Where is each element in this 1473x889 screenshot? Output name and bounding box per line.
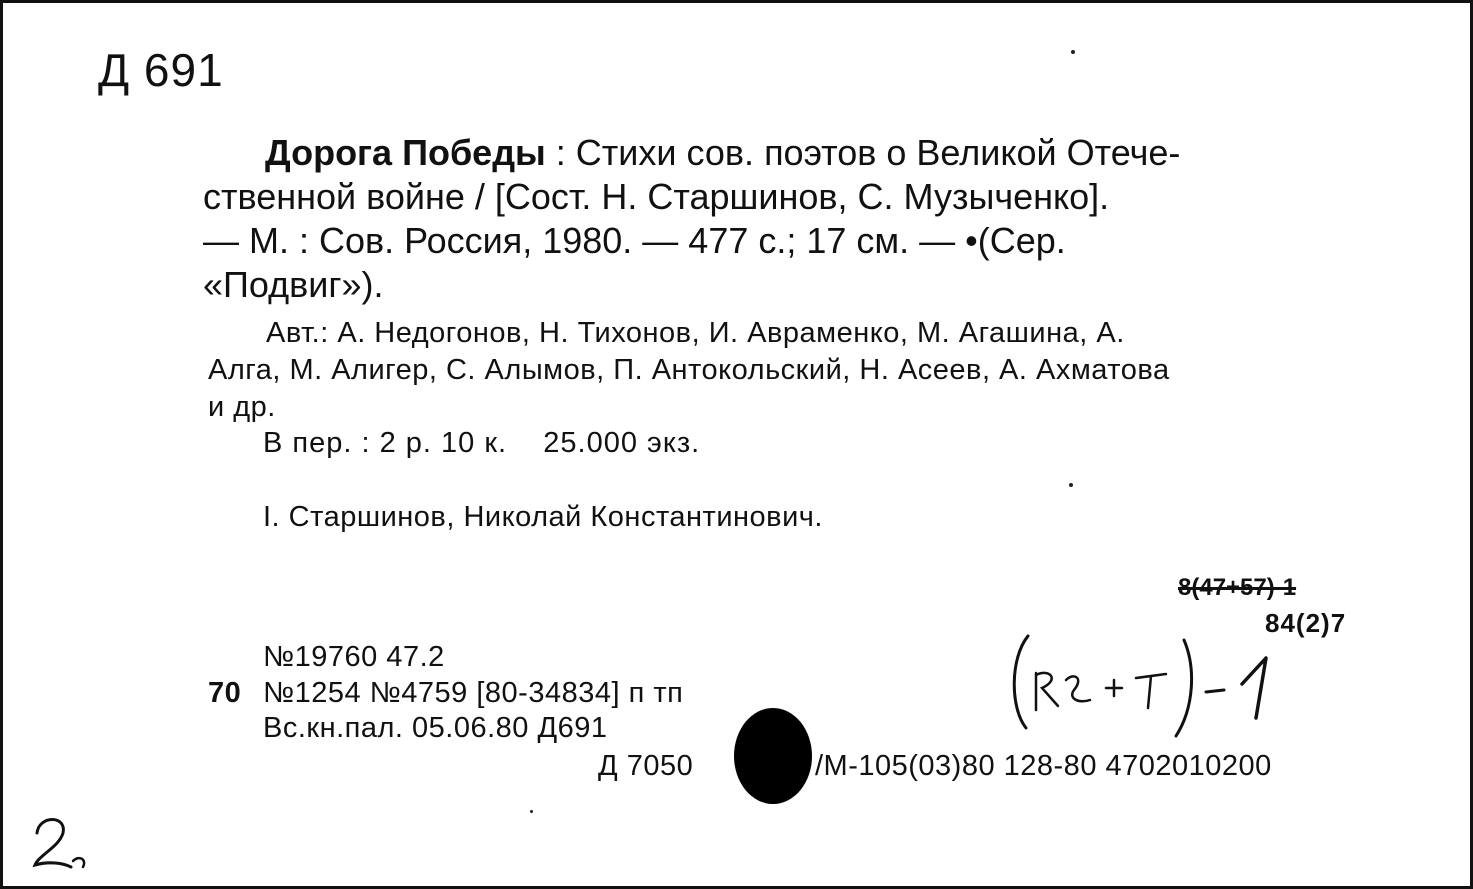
imprint-line-2-prefix: 70 [208, 677, 242, 709]
notes-line-2: Алга, М. Алигер, С. Алымов, П. Антокольский, Н. Асеев, А. Ахматова [208, 354, 1170, 386]
imprint-line-1: №19760 47.2 [263, 641, 445, 673]
description-line-3-text: — М. : Сов. Россия, 1980. — 477 с.; 17 см. — •(Сер. [203, 220, 1066, 261]
shelfmark: Д 691 [98, 44, 224, 96]
bibliographic-description [203, 131, 1378, 307]
handwritten-corner-mark [25, 811, 95, 873]
speck [1069, 483, 1073, 487]
description-line-4 [203, 263, 1378, 307]
description-line-3 [203, 219, 1378, 263]
handwritten-annotation [998, 628, 1288, 738]
classification-new: 84(2)7 [1265, 608, 1347, 638]
imprint-line-3: Вс.кн.пал. 05.06.80 Д691 [263, 712, 608, 744]
classification-old-crossed: 8(47+57)-1 [1178, 574, 1297, 601]
imprint-line-2: №1254 №4759 [80-34834] п тп [263, 677, 684, 709]
price-and-print-run: В пер. : 2 р. 10 к. 25.000 экз. [263, 427, 701, 459]
description-line-1 [203, 131, 1378, 175]
notes-line-1: Авт.: А. Недогонов, Н. Тихонов, И. Авраменко, М. Агашина, А. [266, 317, 1125, 349]
punch-hole [734, 708, 812, 804]
authors-note [208, 315, 1380, 426]
description-line-2-text: ственной войне / [Сост. Н. Старшинов, С. Музыченко]. [203, 176, 1110, 217]
imprint-line-4-right: /М-105(03)80 128-80 4702010200 [815, 750, 1272, 782]
speck [1071, 50, 1075, 54]
imprint-line-4-left: Д 7050 [598, 750, 694, 782]
speck [530, 810, 533, 813]
description-line-1-text [265, 131, 1180, 175]
book-title: Дорога Победы [265, 132, 546, 173]
title-rest: : Стихи сов. поэтов о Великой Отече- [545, 132, 1181, 173]
description-line-2 [203, 175, 1378, 219]
tracing-entry: I. Старшинов, Николай Константинович. [263, 501, 823, 533]
description-line-4-text: «Подвиг»). [203, 264, 384, 305]
notes-line-3: и др. [208, 391, 276, 423]
